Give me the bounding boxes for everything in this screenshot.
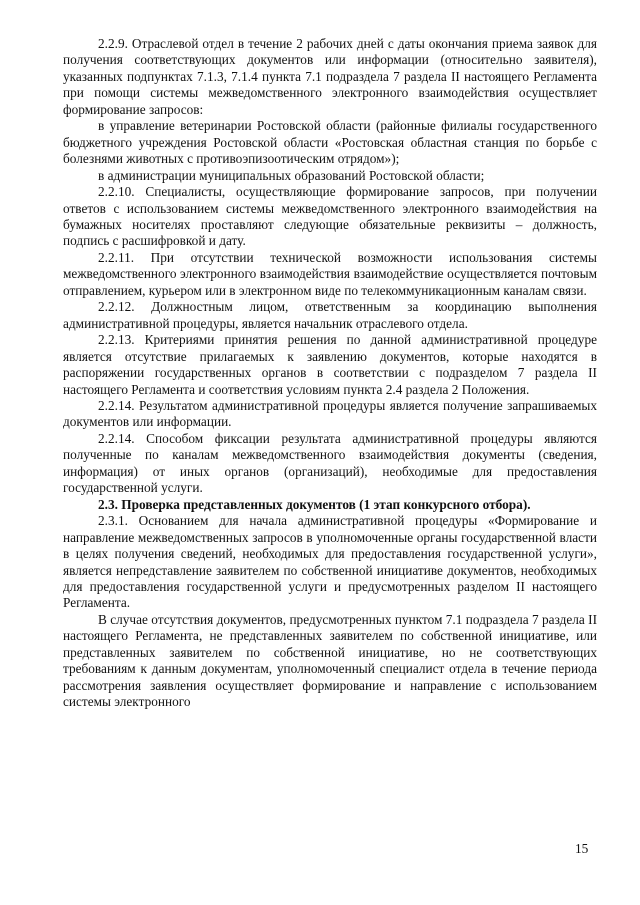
paragraph-2-2-13: 2.2.13. Критериями принятия решения по данной административной процедуре является отсутствие прилагаемых к заявлению документов, которые находятся в распоряжении государственных органов в соответствии с подразделом 7 раздела II настоящего Регламента и соответствия условиям пункта 2.4 раздела 2 Положения. <box>63 332 597 397</box>
paragraph-2-2-14-result: 2.2.14. Результатом административной процедуры является получение запрашиваемых документов или информации. <box>63 397 597 430</box>
section-heading-2-3: 2.3. Проверка представленных документов (1 этап конкурсного отбора). <box>98 496 531 512</box>
paragraph-2-2-9: 2.2.9. Отраслевой отдел в течение 2 рабочих дней с даты окончания приема заявок для получения соответствующих документов или информации (относительно заявителя), указанных подпунктах 7.1.3, 7.1.4 пункта 7.1 подраздела 7 раздела II настоящего Регламента при помощи системы межведомственного электронного взаимодействия осуществляет формирование запросов: <box>63 36 597 117</box>
page-number: 15 <box>575 841 589 856</box>
paragraph-2-2-10: 2.2.10. Специалисты, осуществляющие формирование запросов, при получении ответов с использованием системы межведомственного электронного взаимодействия на бумажных носителях проставляют следующие обязательные реквизиты – должность, подпись с расшифровкой и дату. <box>63 184 597 249</box>
paragraph-2-2-11: 2.2.11. При отсутствии технической возможности использования системы межведомственного электронного взаимодействия взаимодействие осуществляется почтовым отправлением, курьером или в электронном виде по телекоммуникационным каналам связи. <box>63 249 597 298</box>
document-body <box>63 36 597 711</box>
paragraph-municipal-request: в администрации муниципальных образований Ростовской области; <box>98 167 485 183</box>
paragraph-2-3-1: 2.3.1. Основанием для начала административной процедуры «Формирование и направление межведомственных запросов в уполномоченные органы государственной власти в целях получения сведений, необходимых для предоставления государственной услуги», является непредставление заявителем по собственной инициативе документов, необходимых для предоставления государственной услуги и предусмотренных разделом II настоящего Регламента. <box>63 513 597 611</box>
paragraph-veterinary-request: в управление ветеринарии Ростовской области (районные филиалы государственного бюджетного учреждения Ростовской области «Ростовская областная станция по борьбе с болезнями животных с противоэпизоотическим отрядом»); <box>63 118 597 167</box>
paragraph-missing-documents: В случае отсутствия документов, предусмотренных пунктом 7.1 подраздела 7 раздела II настоящего Регламента, не представленных заявителем по собственной инициативе, или представленных заявителем по собственной инициативе, но не соответствующих требованиям к данным документам, уполномоченный специалист отдела в течение периода рассмотрения заявления осуществляет формирование и направление с использованием системы электронного <box>63 611 597 710</box>
paragraph-2-2-14-fixation: 2.2.14. Способом фиксации результата административной процедуры являются полученные по каналам межведомственного взаимодействия документы (сведения, информация) от иных органов (организаций), необходимые для предоставления государственной услуги. <box>63 430 597 496</box>
paragraph-2-2-12: 2.2.12. Должностным лицом, ответственным за координацию выполнения административной процедуры, является начальник отраслевого отдела. <box>63 299 597 331</box>
